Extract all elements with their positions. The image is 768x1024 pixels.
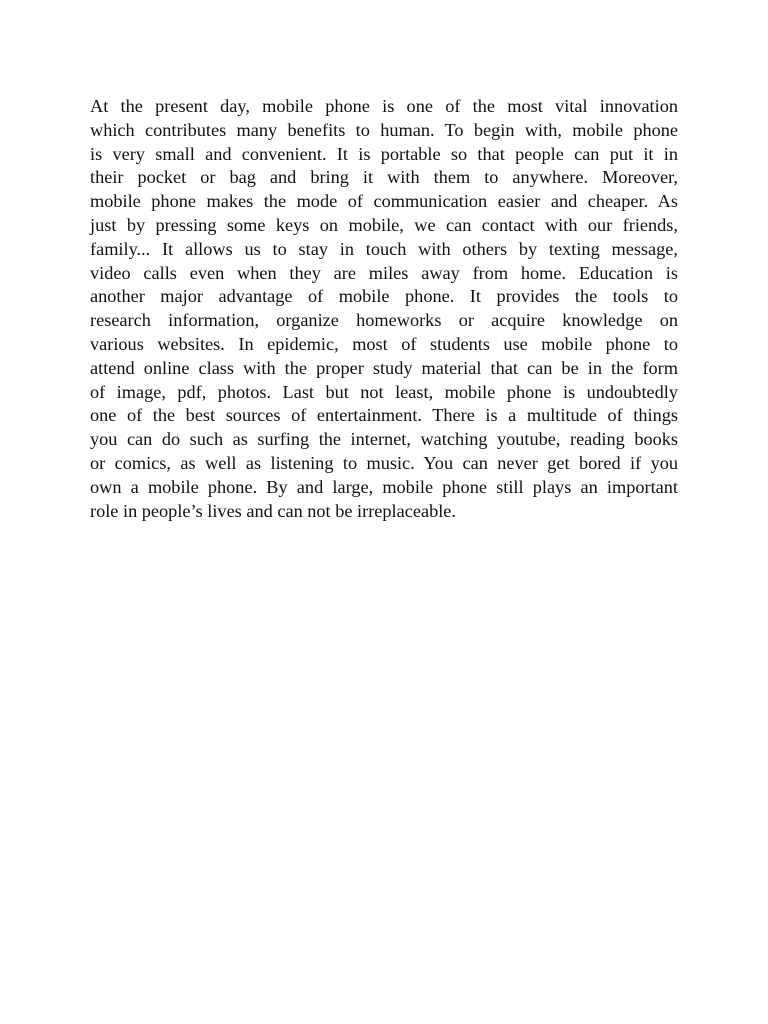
- paragraph-line: At the present day, mobile phone is one of the most vital innovation: [90, 96, 678, 116]
- paragraph-line: which contributes many benefits to human. To begin with, mobile phone: [90, 119, 678, 140]
- paragraph-line: various websites. In epidemic, most of students use mobile phone to: [90, 333, 678, 354]
- paragraph-line: or comics, as well as listening to music. You can never get bored if you: [90, 452, 678, 473]
- paragraph-line: you can do such as surfing the internet, watching youtube, reading books: [90, 429, 678, 450]
- paragraph-line: video calls even when they are miles away from home. Education is: [90, 262, 678, 283]
- paragraph-line: another major advantage of mobile phone. It provides the tools to: [90, 286, 678, 307]
- paragraph-line: own a mobile phone. By and large, mobile phone still plays an important: [90, 476, 678, 497]
- paragraph-line: one of the best sources of entertainment. There is a multitude of things: [90, 405, 678, 426]
- paragraph-line: role in people’s lives and can not be irreplaceable.: [90, 500, 456, 521]
- paragraph-line: mobile phone makes the mode of communication easier and cheaper. As: [90, 191, 678, 212]
- paragraph-line: is very small and convenient. It is portable so that people can put it in: [90, 143, 678, 164]
- paragraph-line: family... It allows us to stay in touch with others by texting message,: [90, 238, 678, 259]
- paragraph-line: research information, organize homeworks or acquire knowledge on: [90, 310, 678, 331]
- paragraph-line: just by pressing some keys on mobile, we can contact with our friends,: [90, 214, 678, 235]
- paragraph-line: of image, pdf, photos. Last but not least, mobile phone is undoubtedly: [90, 381, 678, 402]
- paragraph-line: attend online class with the proper study material that can be in the form: [90, 357, 678, 378]
- essay-paragraph: [90, 95, 678, 523]
- paragraph-line: their pocket or bag and bring it with them to anywhere. Moreover,: [90, 167, 678, 188]
